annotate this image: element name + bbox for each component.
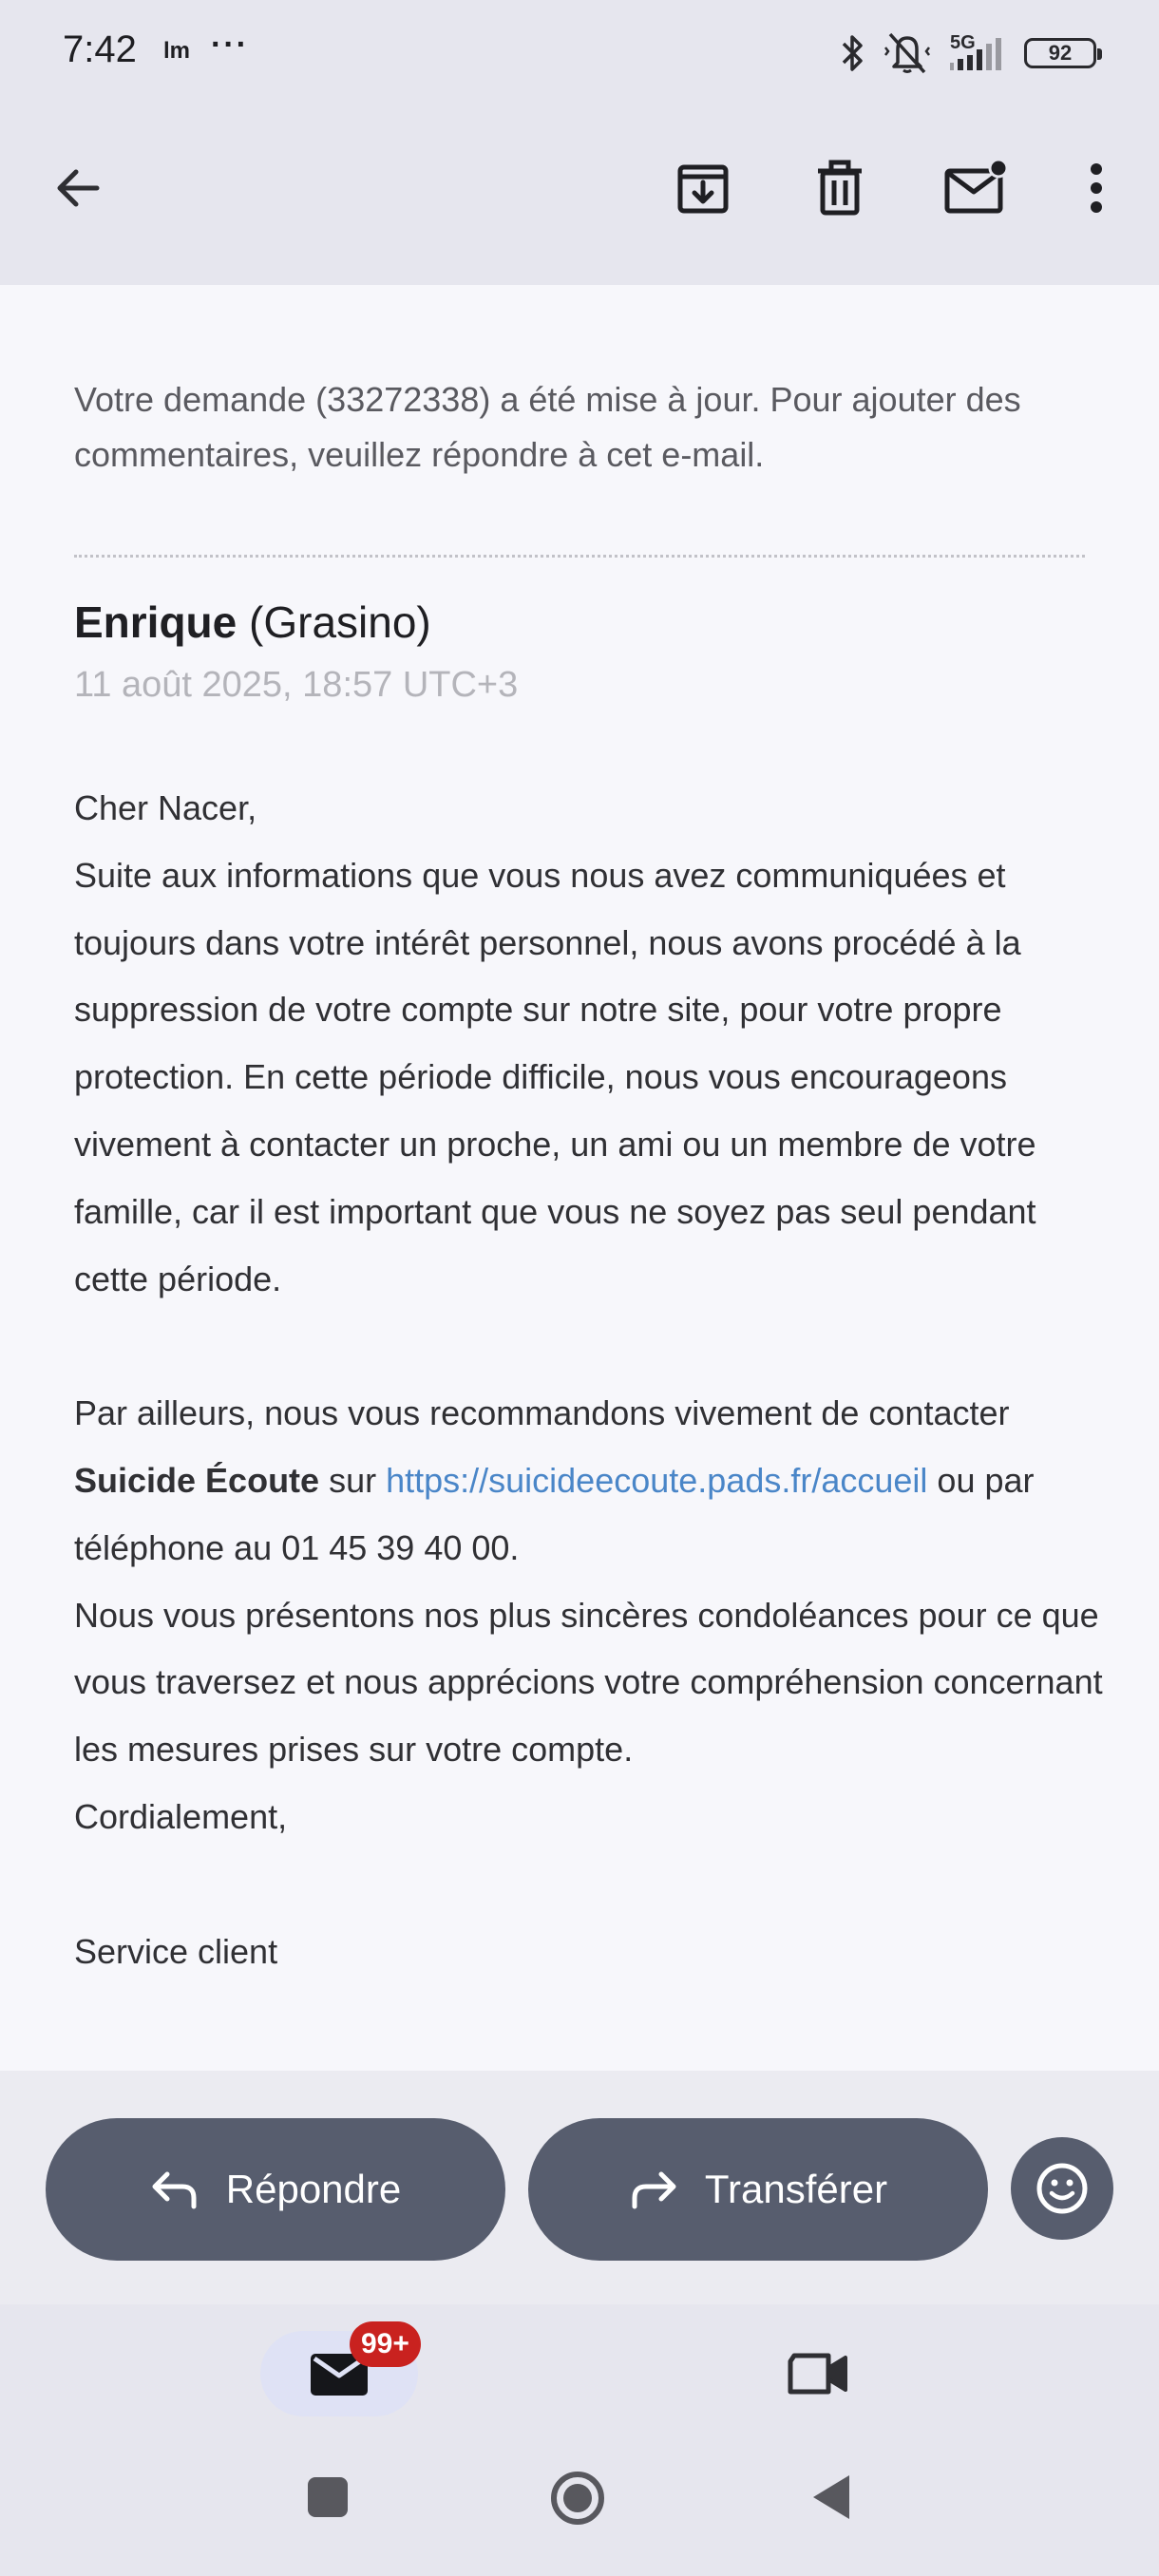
archive-icon	[674, 160, 732, 217]
reply-label: Répondre	[225, 2167, 402, 2211]
delete-icon	[813, 160, 866, 217]
request-update-notice: Votre demande (33272338) a été mise à jour. Pour ajouter des commentaires, veuillez répondre à cet e-mail.	[74, 380, 1021, 474]
bluetooth-icon	[840, 32, 866, 74]
message-text	[74, 775, 1110, 1985]
recents-icon[interactable]	[306, 2475, 350, 2519]
video-icon	[787, 2350, 849, 2397]
closing: Cordialement,	[74, 1796, 288, 1836]
app-notification-icon: lm	[163, 38, 191, 64]
app-bar	[0, 106, 1159, 285]
forward-icon	[629, 2169, 678, 2210]
signal-icon	[948, 36, 1015, 72]
battery-icon: 92	[1024, 38, 1096, 68]
forward-button[interactable]	[528, 2118, 988, 2261]
helpline-name: Suicide Écoute	[74, 1460, 320, 1500]
unread-count-badge: 99+	[350, 2321, 421, 2367]
helpline-intro: Par ailleurs, nous vous recommandons vivement de contacter	[74, 1393, 1010, 1433]
helpline-link[interactable]: https://suicideecoute.pads.fr/accueil	[386, 1460, 928, 1500]
status-bar	[0, 0, 1159, 106]
back-icon	[51, 161, 104, 215]
more-icon	[1087, 160, 1106, 217]
sender-line	[74, 597, 431, 648]
more-options-button[interactable]	[1051, 142, 1142, 234]
mark-unread-icon	[943, 160, 1010, 217]
sender-name: Enrique	[74, 597, 238, 647]
reply-actions	[0, 2071, 1159, 2304]
home-icon[interactable]	[549, 2470, 606, 2527]
bottom-navigation	[0, 2304, 1159, 2576]
greeting: Cher Nacer,	[74, 788, 257, 827]
network-type: 5G	[950, 32, 976, 53]
nav-meet[interactable]	[775, 2331, 861, 2416]
signature: Service client	[74, 1931, 278, 1971]
emoji-reaction-button[interactable]	[1011, 2137, 1113, 2240]
helpline-connector: sur	[319, 1460, 387, 1500]
archive-button[interactable]	[657, 142, 749, 234]
divider	[74, 555, 1085, 558]
mark-unread-button[interactable]	[931, 142, 1022, 234]
paragraph-account-deletion: Suite aux informations que vous nous avez communiquées et toujours dans votre intérêt personnel, nous avons procédé à la suppression de votre compte sur notre site, pour votre propre protection. En cette période difficile, nous vous encourageons vivement à contacter un proche, un ami ou un membre de votre famille, car il est important que vous ne soyez pas seul pendant cette période.	[74, 855, 1036, 1298]
reply-icon	[150, 2169, 200, 2210]
reply-button[interactable]	[46, 2118, 505, 2261]
delete-button[interactable]	[794, 142, 885, 234]
emoji-icon	[1035, 2161, 1090, 2216]
mute-icon	[882, 28, 933, 76]
message-body	[0, 285, 1159, 2071]
back-button[interactable]	[32, 142, 124, 234]
helpline-phone: ou par téléphone au 01 45 39 40 00.	[74, 1460, 1035, 1567]
status-time: 7:42	[63, 28, 137, 70]
message-date: 11 août 2025, 18:57 UTC+3	[74, 665, 519, 705]
paragraph-helpline	[74, 1380, 1110, 1582]
sender-org: (Grasino)	[249, 597, 431, 647]
back-nav-icon[interactable]	[809, 2472, 853, 2523]
forward-label: Transférer	[704, 2167, 888, 2211]
paragraph-condolences: Nous vous présentons nos plus sincères condoléances pour ce que vous traversez et nous apprécions votre compréhension concernant les mesures prises sur votre compte.	[74, 1595, 1103, 1770]
more-notifications-icon: ···	[211, 27, 249, 63]
